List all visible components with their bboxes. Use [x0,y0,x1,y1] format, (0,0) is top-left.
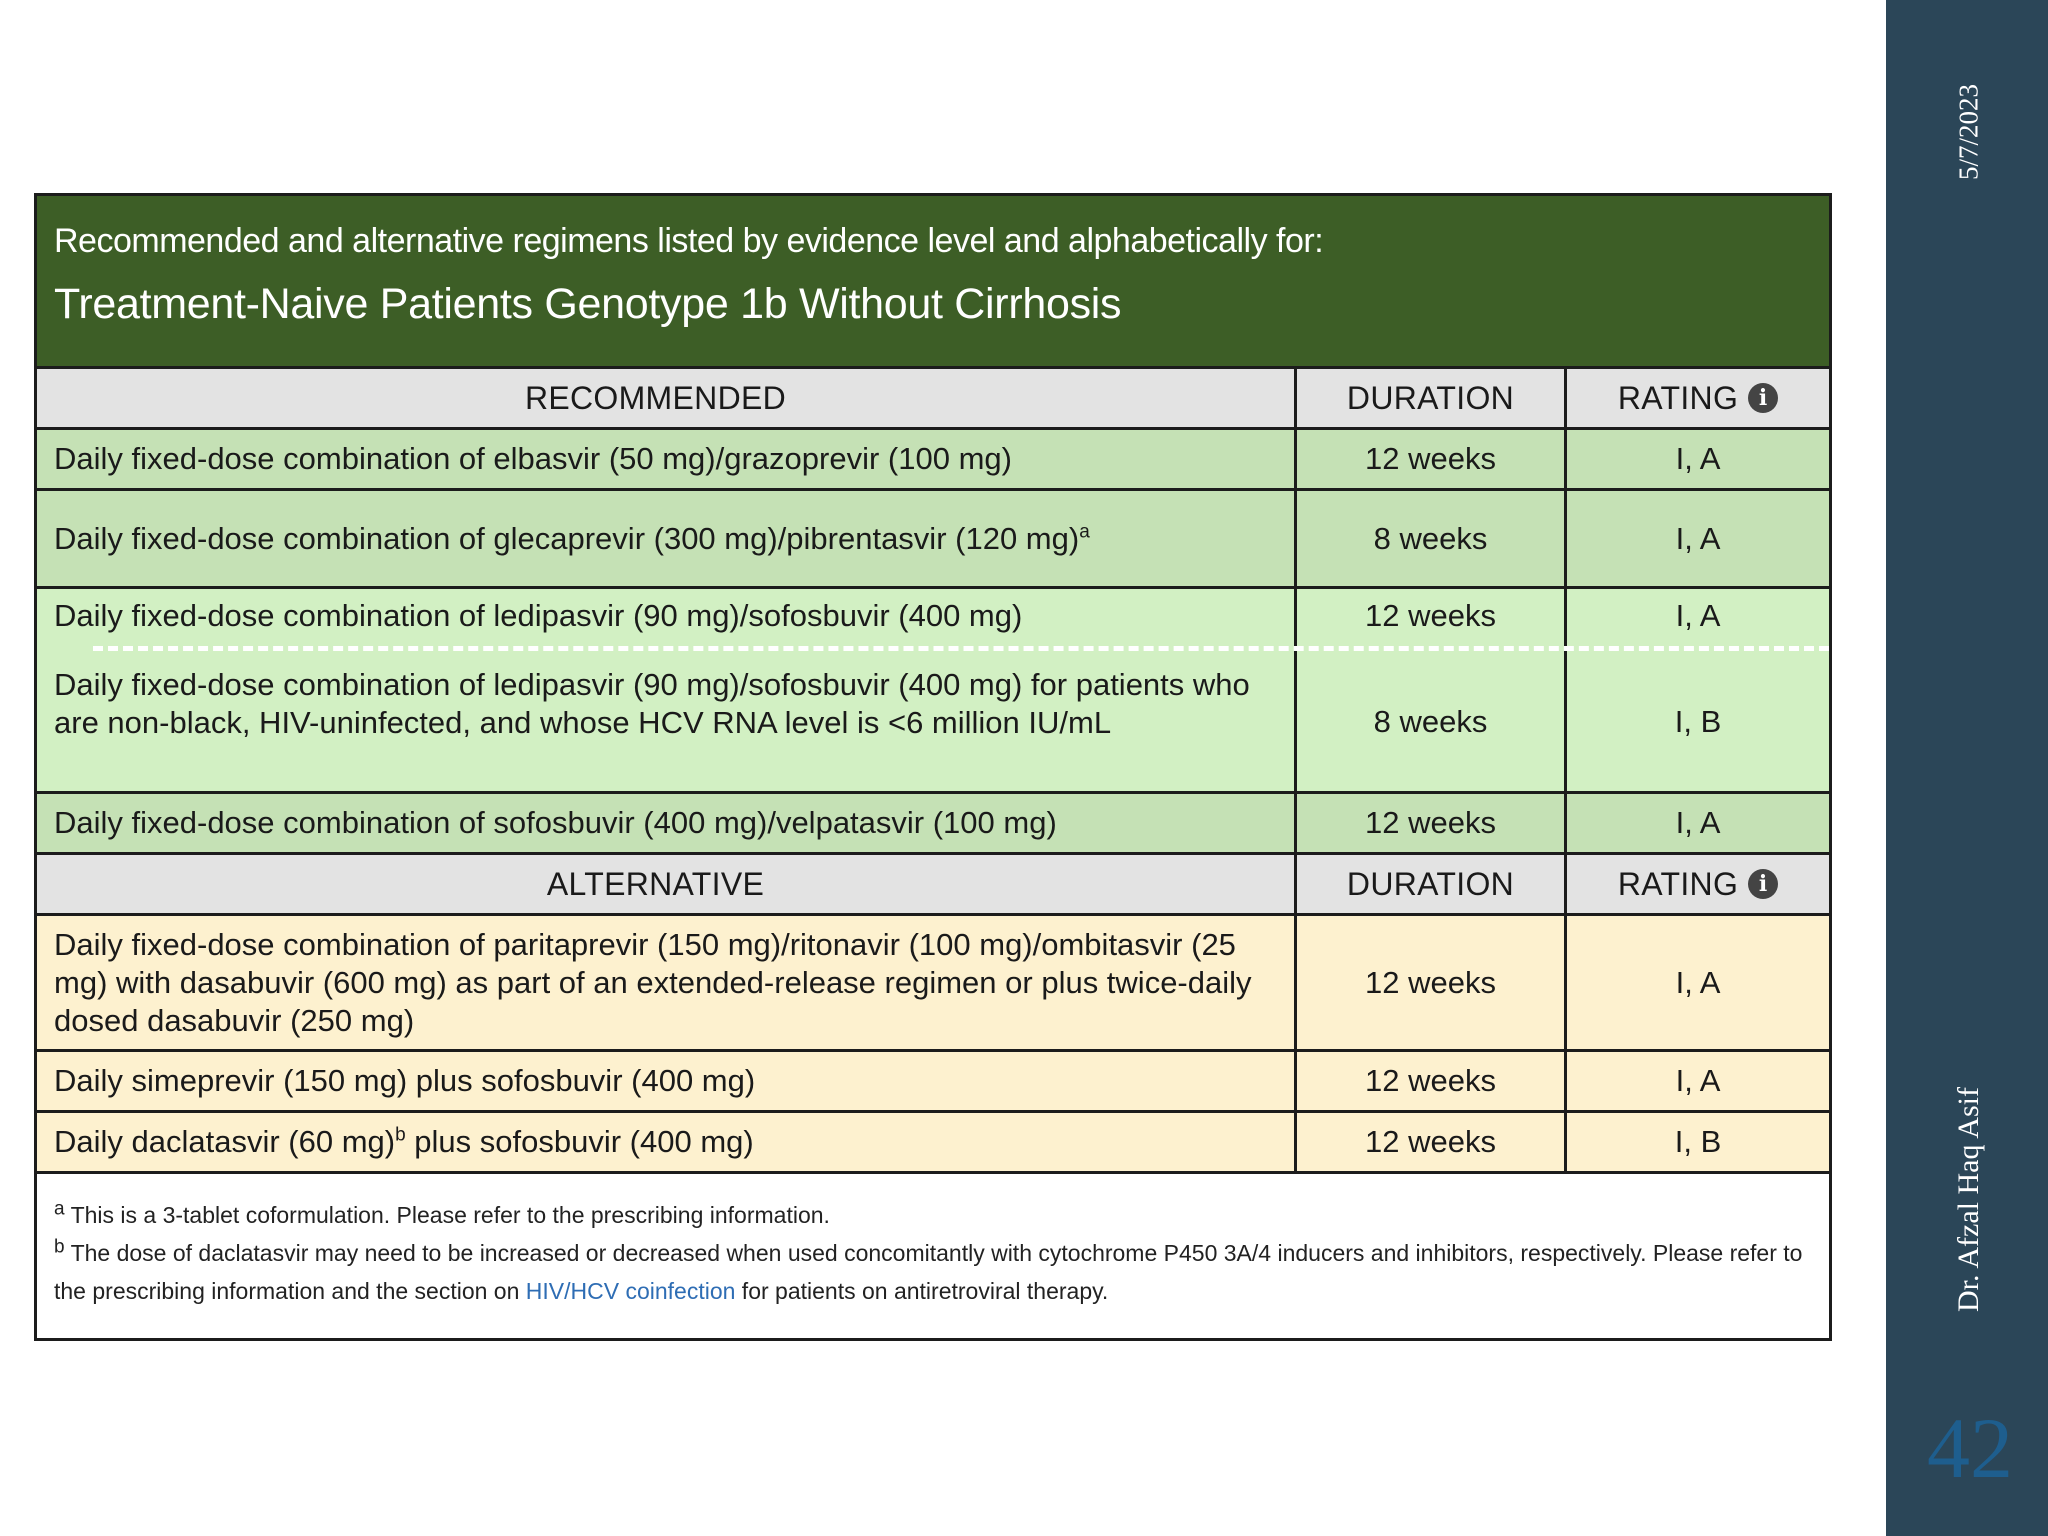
duration-cell [1294,589,1564,791]
info-icon[interactable]: i [1748,869,1778,899]
rating-value: I, A [1675,598,1721,633]
footnote-b-text: The dose of daclatasvir may need to be increased or decreased when used concomitantly with cytochrome P450 3A/4 inducers and inhibitors, respectively. Please refer to the prescribing information and the section on [54,1240,1803,1304]
rating-cell: I, A [1564,491,1829,586]
slide-date: 5/7/2023 [1953,83,1984,180]
rating-heading-cell [1564,369,1829,427]
info-icon[interactable]: i [1748,383,1778,413]
rating-cell: I, A [1564,916,1829,1049]
regimen-text: Daily fixed-dose combination of ledipasvir (90 mg)/sofosbuvir (400 mg) for patients who are non-black, HIV-uninfected, and whose HCV RNA level is <6 million IU/mL [54,667,1250,740]
duration-cell: 12 weeks [1294,916,1564,1049]
footnote-b-text-end: for patients on antiretroviral therapy. [735,1278,1109,1304]
table-row [37,1049,1829,1110]
duration-cell: 12 weeks [1294,1113,1564,1171]
regimen-cell: Daily fixed-dose combination of paritaprevir (150 mg)/ritonavir (100 mg)/ombitasvir (25 mg) with dasabuvir (600 mg) as part of an extended-release regimen or plus twice-daily dosed dasabuvir (250 mg) [54,926,1252,1038]
table-header-banner [37,196,1829,366]
duration-cell: 8 weeks [1294,491,1564,586]
duration-value: 8 weeks [1373,704,1488,739]
duration-cell: 12 weeks [1294,794,1564,852]
footnote-a-text: This is a 3-tablet coformulation. Please refer to the prescribing information. [70,1202,830,1228]
rating-cell: I, A [1564,430,1829,488]
footnotes [37,1171,1829,1310]
duration-heading: DURATION [1294,369,1564,427]
duration-value: 12 weeks [1365,598,1496,633]
table-row [37,913,1829,1049]
table-row [37,488,1829,586]
table-row [37,791,1829,852]
rating-cell: I, B [1564,1113,1829,1171]
regimen-text: plus sofosbuvir (400 mg) [405,1124,754,1159]
hiv-hcv-coinfection-link[interactable]: HIV/HCV coinfection [525,1278,736,1304]
rating-cell: I, A [1564,794,1829,852]
footnote-b [54,1234,1812,1310]
rating-heading: RATING [1617,380,1739,416]
regimen-cell [37,491,1294,586]
regimen-cell: Daily fixed-dose combination of sofosbuvir (400 mg)/velpatasvir (100 mg) [54,805,1057,840]
rating-cell: I, A [1564,1052,1829,1110]
regimen-text: Daily fixed-dose combination of ledipasvir (90 mg)/sofosbuvir (400 mg) [54,598,1023,633]
regimen-table [34,193,1832,1341]
footnote-a [54,1196,1812,1234]
footnote-marker-a: a [1079,521,1090,543]
alternative-heading: ALTERNATIVE [546,866,765,902]
table-row [37,427,1829,488]
rating-heading-cell [1564,855,1829,913]
slide-number: 42 [1927,1400,2013,1496]
duration-cell: 12 weeks [1294,1052,1564,1110]
regimen-cell: Daily fixed-dose combination of elbasvir (50 mg)/grazoprevir (100 mg) [54,441,1012,476]
regimen-text: Daily fixed-dose combination of glecaprevir (300 mg)/pibrentasvir (120 mg) [54,520,1080,556]
footnote-marker-b: b [395,1124,406,1146]
rating-heading: RATING [1617,866,1739,902]
recommended-header-row [37,366,1829,427]
table-title: Treatment-Naive Patients Genotype 1b Without Cirrhosis [54,280,1122,328]
alternative-header-row [37,852,1829,913]
slide-author: Dr. Afzal Haq Asif [1952,1087,1985,1313]
table-row [37,1110,1829,1171]
table-intro: Recommended and alternative regimens listed by evidence level and alphabetically for: [54,222,1324,260]
duration-cell: 12 weeks [1294,430,1564,488]
rating-value: I, B [1674,704,1722,739]
ledipasvir-row-group [37,586,1829,791]
recommended-heading: RECOMMENDED [524,380,787,416]
regimen-cell: Daily simeprevir (150 mg) plus sofosbuvir (400 mg) [54,1063,756,1098]
duration-heading: DURATION [1294,855,1564,913]
regimen-cell [37,1113,1294,1171]
dashed-divider [93,646,1829,651]
footnote-marker-a: a [54,1198,65,1220]
footnote-marker-b: b [54,1236,65,1258]
regimen-cell [37,589,1294,791]
regimen-text: Daily daclatasvir (60 mg) [54,1124,396,1159]
rating-cell [1564,589,1829,791]
